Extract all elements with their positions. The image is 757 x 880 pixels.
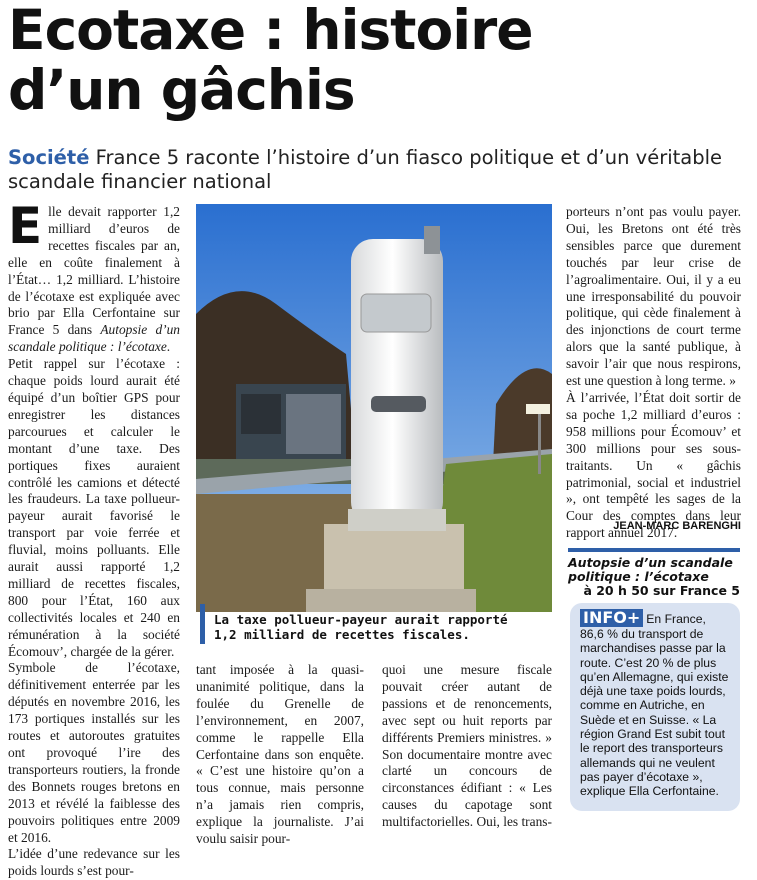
section-kicker: Société: [8, 146, 90, 169]
headline-line-2: d’un gâchis: [8, 58, 355, 122]
article-paragraph: porteurs n’ont pas voulu payer. Oui, les Bretons ont été très sensibles parce que durement touchés par leur crise de l’agroalimentaire. Oui, il y a eu une irresponsabilité du pouvoir politique, qui cède finalement à des injonctions de court terme alors que la santé publique, à savoir l’air que nous respirons, est une question à long terme. »: [566, 204, 741, 389]
program-title-italic: Autopsie d’un scandale politique : l’écotaxe: [8, 322, 180, 355]
deck-subtitle: [8, 146, 753, 194]
info-box: [570, 603, 740, 811]
article-column-2: [196, 662, 364, 847]
article-paragraph: quoi une mesure fiscale pouvait créer autant de passions et de renoncements, avec sept ou huit reports par différents Premiers ministres. » Son documentaire montre avec clarté un concours de circonstances édifiant : « Les causes du capotage sont multifactorielles. Oui, les trans-: [382, 662, 552, 830]
deck-text: France 5 raconte l’histoire d’un fiasco politique et d’un véritable scandale financier national: [8, 146, 723, 193]
author-signature: JEAN-MARC BARENGHI: [613, 520, 741, 532]
article-column-4: [566, 204, 741, 540]
article-intro-paragraph: Elle devait rapporter 1,2 milliard d’euros de recettes fiscales par an, elle en coûte finalement à l’État… 1,2 milliard. L’histoire de l’écotaxe est expliquée avec brio par Ella Cerfontaine sur France 5 dans Autopsie d’un scandale politique : l’écotaxe.: [8, 197, 180, 355]
headline: [8, 0, 753, 120]
promo-divider: [568, 548, 740, 552]
info-label: INFO+: [580, 609, 643, 627]
drop-cap: E: [8, 197, 43, 255]
headline-line-1: Ecotaxe : histoire: [8, 0, 533, 62]
caption-accent-bar: [200, 604, 205, 644]
article-paragraph: À l’arrivée, l’État doit sortir de sa poche 1,2 milliard d’euros : 958 millions pour Écomouv’ et 300 millions pour ses sous-traitants. Un « gâchis patrimonial, social et industriel », ont tempêté les sages de la Cour des comptes dans leur rapport annuel 2017.: [566, 389, 741, 541]
article-paragraph: tant imposée à la quasi-unanimité politique, dans la foulée du Grenelle de l’environnement, en 2007, comme le rappelle Ella Cerfontaine dans son enquête. « C’est une histoire qu’on a tous connue, mais personne n’a jamais rien compris, explique la journaliste. J’ai voulu saisir pour-: [196, 662, 364, 847]
photo: [196, 204, 552, 612]
article-column-3: [382, 662, 552, 830]
article-column-1: [8, 197, 180, 879]
promo-time: à 20 h 50 sur France 5: [583, 583, 740, 598]
ecotax-gantry-photo: [196, 204, 552, 612]
article-paragraph: L’idée d’une redevance sur les poids lourds s’est pour-: [8, 846, 180, 879]
program-promo: [568, 556, 740, 598]
article-paragraph: Petit rappel sur l’écotaxe : chaque poids lourd aurait été équipé d’un boîtier GPS pour enregistrer les distances parcourues et calculer le montant d’une taxe. Des portiques fixes auraient contrôlé les camions et détecté les fraudeurs. La taxe pollueur-payeur aurait favorisé le transport par voie ferrée et fluvial, moins polluants. Elle aurait aussi rapporté 1,2 milliard de recettes fiscales, 800 pour l’État, 160 aux collectivités locales et 240 en rémunération à la société Écomouv’, chargée de la gérer.: [8, 356, 180, 659]
info-text: En France, 86,6 % du transport de marchandises passe par la route. C’est 20 % de plus qu’en Allemagne, qui existe déjà une taxe poids lourds, comme en Autriche, en Suède et en Suisse. « La région Grand Est subit tout le report des transporteurs allemands qui ne veulent pas payer d’écotaxe », explique Ella Cerfontaine.: [580, 612, 729, 799]
photo-caption: La taxe pollueur-payeur aurait rapporté 1,2 milliard de recettes fiscales.: [214, 612, 508, 642]
article-paragraph: Symbole de l’écotaxe, définitivement enterrée par les députés en novembre 2016, les 173 portiques installés sur les routes et autoroutes gratuites ont provoqué l’ire des transporteurs routiers, la fronde des Bonnets rouges bretons en 2013 et révélé la faiblesse des pouvoirs politiques entre 2009 et 2016.: [8, 660, 180, 845]
promo-title: Autopsie d’un scandale politique : l’écotaxe: [568, 555, 733, 584]
